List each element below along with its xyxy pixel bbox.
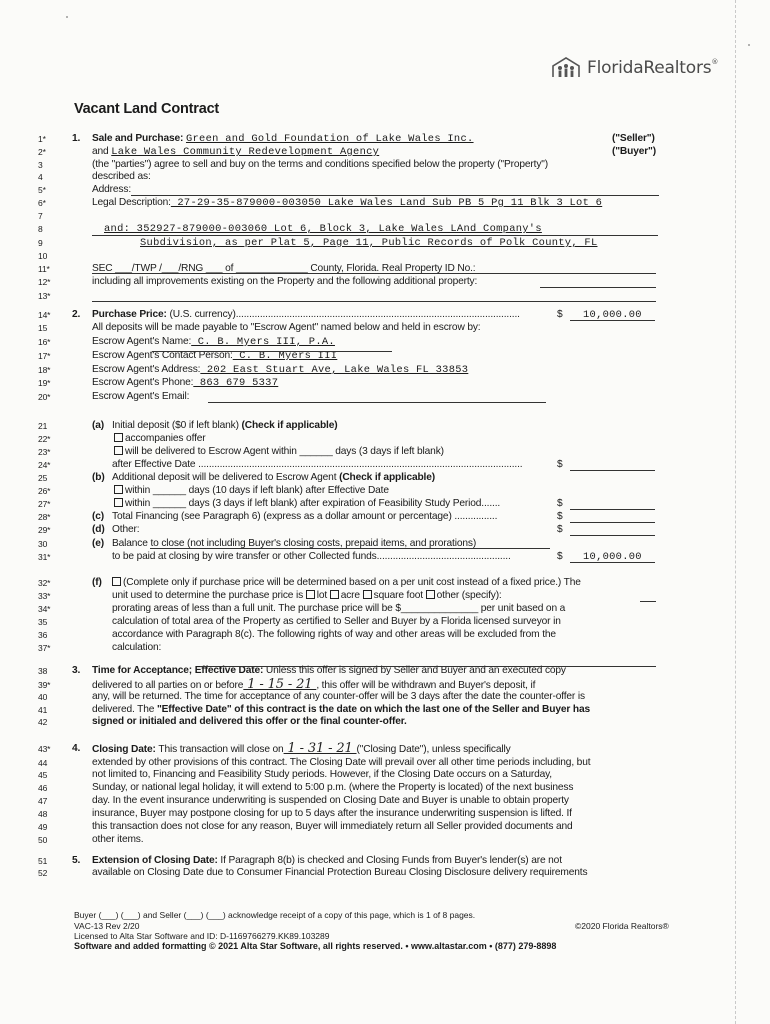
footer-license: Licensed to Alta Star Software and ID: D-1169766279.KK89.103289: [74, 931, 330, 941]
line-text-body: Sunday, or national legal holiday, it will extend to 5:00 p.m. (where the Property is located) of the next business: [92, 782, 574, 793]
line-number: 33*: [38, 591, 51, 601]
contract-line: [0, 577, 770, 590]
checkbox[interactable]: [363, 590, 372, 599]
section-number: (c): [92, 511, 105, 522]
line-text-body: This transaction will close on: [158, 744, 284, 755]
line-text-body: (U.S. currency)..........................................................................................................: [169, 309, 520, 320]
brand-name: FloridaRealtors: [587, 58, 712, 78]
line-number: 40: [38, 692, 48, 702]
dollar-sign: $: [557, 524, 563, 535]
line-number: 47: [38, 796, 48, 806]
line-number: 3: [38, 160, 43, 170]
line-number: 23*: [38, 447, 51, 457]
contract-line: [0, 538, 770, 551]
contract-line: [0, 808, 770, 821]
typed-entry[interactable]: C. B. Myers III, P.A.: [191, 336, 335, 348]
line-text-body: Additional deposit will be delivered to Escrow Agent: [112, 472, 340, 483]
line-text: [112, 459, 522, 471]
line-number: 11*: [38, 264, 50, 274]
contract-line: [0, 433, 770, 446]
contract-line: [0, 485, 770, 498]
line-text: [92, 364, 468, 376]
contract-line: [0, 795, 770, 808]
fill-in-line: [540, 287, 656, 288]
line-text-body: Total Financing (see Paragraph 6) (express as a dollar amount or percentage) ................: [112, 511, 498, 522]
line-text: [92, 171, 151, 183]
fill-in-line: [200, 666, 656, 667]
line-text: [92, 821, 573, 833]
line-number: 25: [38, 473, 48, 483]
line-text: [92, 769, 552, 781]
contract-line: [0, 782, 770, 795]
line-number: 36: [38, 630, 48, 640]
line-number: 9: [38, 238, 43, 248]
section-number: 1.: [72, 133, 81, 144]
line-text: [112, 603, 565, 615]
line-number: 52: [38, 868, 48, 878]
line-text: [92, 855, 562, 867]
footer-copyright: ©2020 Florida Realtors®: [575, 921, 669, 931]
section-number: (d): [92, 524, 105, 535]
line-text: [112, 590, 502, 602]
contract-line: [0, 616, 770, 629]
section-heading: Extension of Closing Date:: [92, 855, 221, 866]
line-number: 45: [38, 770, 48, 780]
line-text-part: square foot: [373, 590, 426, 601]
line-text-body: Escrow Agent's Contact Person:: [92, 350, 233, 361]
section-number: 4.: [72, 743, 81, 754]
section-number: (a): [92, 420, 105, 431]
typed-entry[interactable]: 27-29-35-879000-003050 Lake Wales Land Sub PB 5 Pg 11 Blk 3 Lot 6: [170, 197, 603, 209]
scan-speck: [66, 16, 68, 18]
line-text-body: Escrow Agent's Address:: [92, 364, 201, 375]
bold-text: "Effective Date" of this contract is the date on which the last one of the Seller and Buyer has: [156, 704, 590, 715]
contract-line: [0, 472, 770, 485]
footer-form: VAC-13 Rev 2/20: [74, 921, 140, 931]
line-text: [112, 642, 161, 654]
amount-value[interactable]: 10,000.00: [583, 551, 642, 563]
line-number: 34*: [38, 604, 51, 614]
line-text-body: within ______ days (10 days if left blank) after Effective Date: [125, 485, 389, 496]
section-number: (e): [92, 538, 105, 549]
contract-line: [0, 867, 770, 880]
section-heading: Closing Date:: [92, 744, 159, 755]
contract-line: [0, 263, 770, 276]
line-number: 12*: [38, 277, 51, 287]
line-text-body: Escrow Agent's Email:: [92, 391, 190, 402]
line-text-tail: , this offer will be withdrawn and Buyer's deposit, if: [316, 680, 536, 691]
fill-in-line: [208, 402, 546, 403]
line-text: [92, 377, 278, 389]
line-number: 26*: [38, 486, 51, 496]
dollar-sign: $: [557, 511, 563, 522]
checkbox[interactable]: [114, 485, 123, 494]
line-number: 50: [38, 835, 48, 845]
line-text-body: accordance with Paragraph 8(c). The following rights of way and other areas will be excluded from the: [112, 629, 556, 640]
line-number: 43*: [38, 744, 51, 754]
line-number: 29*: [38, 525, 51, 535]
contract-line: [0, 642, 770, 655]
line-text-body: will be delivered to Escrow Agent within ______ days (3 days if left blank): [125, 446, 444, 457]
line-text-part: acre: [340, 590, 363, 601]
handwritten-date[interactable]: 1 - 31 - 21: [283, 741, 357, 756]
contract-line: [0, 524, 770, 537]
line-number: 18*: [38, 365, 51, 375]
line-text-body: calculation of total area of the Property as certified to Seller and Buyer by a Florida licensed surveyor in: [112, 616, 561, 627]
line-text-part: other (specify):: [436, 590, 502, 601]
section-heading: Time for Acceptance; Effective Date:: [92, 665, 266, 676]
contract-line: [0, 309, 770, 322]
line-text: [112, 551, 511, 563]
line-text-body: not limited to, Financing and Feasibility Study periods. However, if the Closing Date occurs on a Saturday,: [92, 769, 552, 780]
line-text: [92, 808, 572, 820]
fill-in-line: [92, 235, 658, 236]
line-text-body: Other:: [112, 524, 140, 535]
section-heading: Purchase Price:: [92, 309, 170, 320]
checkbox[interactable]: [330, 590, 339, 599]
line-text-body: Escrow Agent's Phone:: [92, 377, 194, 388]
line-text-body: including all improvements existing on the Property and the following additional property:: [92, 276, 478, 287]
fill-in-line: [152, 351, 392, 352]
line-text-body: other items.: [92, 834, 144, 845]
line-number: 1*: [38, 134, 46, 144]
line-text: [92, 391, 189, 403]
fill-in-line: [150, 548, 550, 549]
line-text: [92, 197, 602, 209]
line-text: [112, 616, 561, 628]
fill-in-line: [92, 301, 656, 302]
line-text: [92, 782, 573, 794]
line-number: 39*: [38, 680, 51, 690]
contract-line: [0, 377, 770, 390]
line-text-body: SEC ___/TWP /___/RNG ___ of _____________ County, Florida. Real Property ID No.:: [92, 263, 476, 274]
line-text: [112, 524, 139, 536]
line-number: 5*: [38, 185, 46, 195]
bold-text: (Check if applicable): [339, 472, 435, 483]
line-number: 2*: [38, 147, 46, 157]
line-text-body: All deposits will be made payable to "Escrow Agent" named below and held in escrow by:: [92, 322, 481, 333]
line-text: [114, 498, 500, 510]
line-text: [92, 159, 548, 171]
contract-line: [0, 197, 770, 210]
typed-entry[interactable]: 202 East Stuart Ave, Lake Wales FL 33853: [200, 364, 469, 376]
line-text: [114, 485, 389, 497]
contract-line: [0, 769, 770, 782]
typed-entry[interactable]: Lake Wales Community Redevelopment Agency: [111, 146, 380, 158]
line-text-body: insurance, Buyer may postpone closing for up to 5 days after the insurance underwriting suspension is lifted. If: [92, 808, 572, 819]
contract-line: [0, 322, 770, 335]
brand-mark: ®: [711, 58, 719, 66]
line-number: 46: [38, 783, 48, 793]
fill-in-line: [570, 509, 655, 510]
section-number: (b): [92, 472, 105, 483]
fill-in-line: [570, 522, 655, 523]
line-number: 24*: [38, 460, 51, 470]
contract-line: [0, 237, 770, 250]
contract-line: [0, 511, 770, 524]
line-number: 15: [38, 323, 48, 333]
section-heading: Sale and Purchase:: [92, 133, 186, 144]
line-text-body: delivered to all parties on or before: [92, 680, 244, 691]
house-people-icon: [550, 56, 582, 78]
fill-in-line: [92, 273, 656, 274]
line-text: [92, 146, 656, 158]
fill-in-line: [570, 470, 655, 471]
line-number: 27*: [38, 499, 51, 509]
typed-entry[interactable]: 863 679 5337: [193, 377, 279, 389]
typed-entry[interactable]: Green and Gold Foundation of Lake Wales Inc.: [185, 133, 474, 145]
line-text: [112, 420, 337, 432]
line-number: 17*: [38, 351, 51, 361]
line-text: [92, 223, 542, 235]
line-number: 35: [38, 617, 48, 627]
contract-line: [0, 446, 770, 459]
line-number: 31*: [38, 552, 51, 562]
contract-line: [0, 420, 770, 433]
line-number: 30: [38, 539, 48, 549]
line-text: [92, 691, 585, 703]
line-number: 20*: [38, 392, 51, 402]
footer-ack: Buyer (___) (___) and Seller (___) (___) acknowledge receipt of a copy of this page, which is 1 of 8 pages.: [74, 910, 476, 920]
line-text-body: calculation:: [112, 642, 162, 653]
line-number: 41: [38, 705, 48, 715]
line-number: 8: [38, 224, 43, 234]
fill-in-line: [570, 535, 655, 536]
line-text: [92, 237, 597, 249]
scan-speck: [748, 44, 750, 46]
dollar-sign: $: [557, 309, 563, 320]
line-number: 32*: [38, 578, 51, 588]
line-number: 16*: [38, 337, 51, 347]
amount-value[interactable]: 10,000.00: [583, 309, 642, 321]
section-number: 2.: [72, 309, 81, 320]
contract-line: [0, 336, 770, 349]
line-text-body: prorating areas of less than a full unit. The purchase price will be $______________ per unit based on a: [112, 603, 566, 614]
contract-line: [0, 629, 770, 642]
checkbox[interactable]: [114, 433, 123, 442]
checkbox[interactable]: [114, 498, 123, 507]
contract-line: [0, 250, 770, 263]
line-text-body: any, will be returned. The time for acceptance of any counter-offer will be 3 days after the date the counter-offer is: [92, 691, 585, 702]
line-text-body: to be paid at closing by wire transfer or other Collected funds..................................................: [112, 551, 511, 562]
line-number: 7: [38, 211, 43, 221]
fill-in-line: [640, 601, 656, 602]
typed-entry[interactable]: C. B. Myers III: [232, 350, 338, 362]
line-text: [112, 577, 581, 589]
line-text-body: Escrow Agent's Name:: [92, 336, 192, 347]
line-text: [92, 795, 569, 807]
line-text-body: (Complete only if purchase price will be determined based on a per unit cost instead of a fixed price.) The: [123, 577, 581, 588]
line-number: 4: [38, 172, 43, 182]
contract-line: [0, 210, 770, 223]
line-number: 28*: [38, 512, 51, 522]
line-text: [92, 757, 590, 769]
contract-line: [0, 821, 770, 834]
contract-line: [0, 498, 770, 511]
line-text: [92, 309, 520, 321]
line-text: [92, 322, 480, 334]
line-text-body: Balance to close (not including Buyer's closing costs, prepaid items, and prorations): [112, 538, 477, 549]
line-text: [112, 472, 435, 484]
handwritten-date[interactable]: 1 - 15 - 21: [243, 677, 317, 692]
line-text-tail: ("Closing Date"), unless specifically: [356, 744, 511, 755]
line-text-body: this transaction does not close for any reason, Buyer will immediately return all Seller provided documents and: [92, 821, 573, 832]
dollar-sign: $: [557, 498, 563, 509]
bold-text: (Check if applicable): [241, 420, 338, 431]
line-number: 38: [38, 666, 48, 676]
line-text: [92, 834, 143, 846]
florida-realtors-logo: [550, 56, 718, 78]
line-text-body: within ______ days (3 days if left blank) after expiration of Feasibility Study Period.......: [125, 498, 501, 509]
line-number: 14*: [38, 310, 51, 320]
contract-line: [0, 146, 770, 159]
line-text: [114, 446, 444, 458]
contract-line: [0, 133, 770, 146]
line-text: [92, 716, 407, 728]
line-text-body: Address:: [92, 184, 132, 195]
checkbox[interactable]: [306, 590, 315, 599]
line-text-body: delivered. The: [92, 704, 157, 715]
line-text-body: after Effective Date .........................................................................................................................: [112, 459, 523, 470]
line-text-body: Initial deposit ($0 if left blank): [112, 420, 242, 431]
checkbox[interactable]: [112, 577, 121, 586]
line-text: [114, 433, 206, 445]
checkbox[interactable]: [426, 590, 435, 599]
footer-software: Software and added formatting © 2021 Alta Star Software, all rights reserved. • www.altastar.com • (877) 279-8898: [74, 941, 557, 951]
line-text-body: accompanies offer: [125, 433, 206, 444]
line-text: [92, 704, 590, 716]
contract-line: [0, 691, 770, 704]
line-text-part: unit used to determine the purchase price is: [112, 590, 306, 601]
contract-line: [0, 716, 770, 729]
line-text: [112, 629, 556, 641]
contract-line: [0, 834, 770, 847]
line-text-body: available on Closing Date due to Consumer Financial Protection Bureau Closing Disclosure delivery requirements: [92, 867, 588, 878]
line-number: 42: [38, 717, 48, 727]
page-title: Vacant Land Contract: [74, 101, 220, 117]
contract-line: [0, 459, 770, 472]
contract-line: [0, 603, 770, 616]
dollar-sign: $: [557, 551, 563, 562]
checkbox[interactable]: [114, 446, 123, 455]
line-number: 51: [38, 856, 48, 866]
section-number: 3.: [72, 665, 81, 676]
typed-entry[interactable]: and: 352927-879000-003060 Lot 6, Block 3, Lake Wales LAnd Company's: [104, 223, 542, 235]
party-label: ("Buyer"): [612, 146, 656, 157]
line-text-part: lot: [316, 590, 330, 601]
line-number: 22*: [38, 434, 51, 444]
line-text: [92, 276, 477, 288]
line-number: 37*: [38, 643, 51, 653]
section-number: 5.: [72, 855, 81, 866]
line-number: 44: [38, 758, 48, 768]
line-text: [92, 867, 587, 879]
bold-text: signed or initialed and delivered this offer or the final counter-offer.: [92, 716, 407, 727]
dollar-sign: $: [557, 459, 563, 470]
line-number: 19*: [38, 378, 51, 388]
line-number: 6*: [38, 198, 46, 208]
conjunction-text: and: [92, 146, 112, 157]
contract-line: [0, 364, 770, 377]
typed-entry[interactable]: Subdivision, as per Plat 5, Page 11, Public Records of Polk County, FL: [140, 237, 598, 249]
line-number: 10: [38, 251, 48, 261]
line-number: 21: [38, 421, 48, 431]
contract-line: [0, 743, 770, 756]
line-text-body: If Paragraph 8(b) is checked and Closing Funds from Buyer's lender(s) are not: [220, 855, 562, 866]
line-text-body: extended by other provisions of this contract. The Closing Date will prevail over all other time periods including, but: [92, 757, 591, 768]
line-text-body: (the "parties") agree to sell and buy on the terms and conditions specified below the property ("Property"): [92, 159, 548, 170]
line-text-body: day. In the event insurance underwriting is suspended on Closing Date and Buyer is unable to obtain property: [92, 795, 569, 806]
line-text: [92, 336, 335, 348]
section-number: (f): [92, 577, 102, 588]
line-text: [112, 511, 497, 523]
line-number: 49: [38, 822, 48, 832]
line-text-body: Legal Description:: [92, 197, 171, 208]
party-label: ("Seller"): [612, 133, 655, 144]
contract-line: [0, 171, 770, 184]
line-text-body: described as:: [92, 171, 151, 182]
line-text-body: Unless this offer is signed by Seller and Buyer and an executed copy: [265, 665, 566, 676]
line-number: 13*: [38, 291, 51, 301]
line-text: [92, 184, 131, 196]
line-text: [92, 133, 655, 145]
fill-in-line: [131, 195, 659, 196]
line-text: [92, 743, 511, 756]
contract-line: [0, 551, 770, 564]
line-number: 48: [38, 809, 48, 819]
